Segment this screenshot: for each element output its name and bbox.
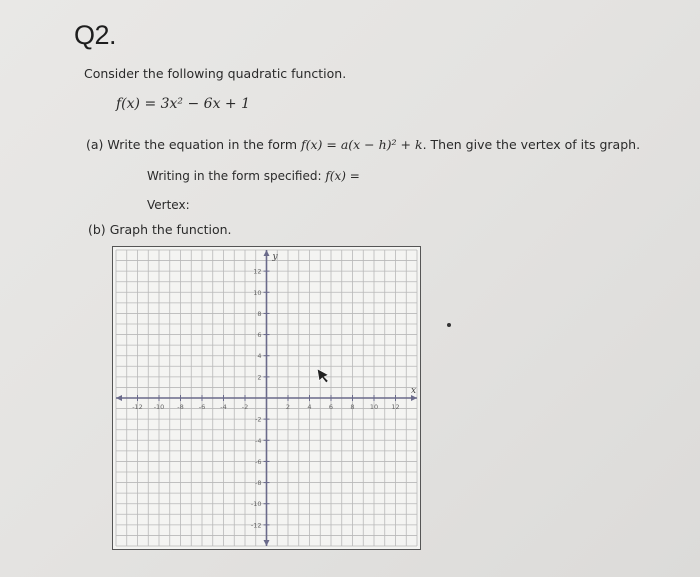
part-a-label: (a): [86, 137, 104, 152]
y-tick-label: -8: [255, 479, 262, 488]
y-tick-label: -12: [250, 521, 262, 530]
part-a-text-after: . Then give the vertex of its graph.: [422, 137, 641, 152]
x-tick-label: -2: [241, 403, 249, 411]
y-tick-label: -10: [250, 500, 262, 509]
y-tick-label: 12: [253, 267, 262, 276]
x-tick-label: 6: [328, 403, 334, 411]
x-axis-label: x: [411, 386, 417, 396]
writing-form-row: [147, 169, 360, 183]
y-tick-label: 2: [257, 373, 262, 382]
y-tick-label: -6: [255, 457, 262, 466]
writing-form-label: Writing in the form specified:: [147, 169, 322, 183]
y-axis-label: y: [272, 252, 278, 262]
x-tick-label: 8: [350, 403, 355, 411]
x-tick-label: 2: [285, 403, 291, 411]
x-tick-label: -8: [177, 403, 184, 411]
part-a-text-before: Write the equation in the form: [107, 137, 297, 152]
y-tick-label: -2: [255, 415, 262, 424]
function-expression: f(x) = 3x² − 6x + 1: [116, 96, 251, 112]
vertex-label: Vertex:: [147, 198, 190, 212]
x-tick-label: -12: [132, 403, 143, 411]
graphing-grid[interactable]: [112, 246, 421, 550]
y-tick-label: 8: [257, 309, 262, 318]
x-tick-label: 12: [391, 403, 400, 411]
y-tick-label: 10: [253, 288, 262, 297]
y-tick-label: -4: [255, 436, 262, 445]
vertex-form-expression: f(x) = a(x − h)² + k: [300, 137, 423, 152]
part-b-label: (b): [88, 222, 106, 237]
part-a-instruction: [86, 137, 640, 152]
x-tick-label: -10: [153, 403, 165, 411]
question-prompt: Consider the following quadratic function.: [84, 66, 347, 81]
writing-form-math: f(x) =: [325, 169, 360, 183]
x-tick-label: -4: [220, 403, 227, 411]
part-b-instruction: [88, 222, 232, 237]
x-tick-label: -6: [198, 403, 206, 411]
vertex-row: [147, 198, 190, 212]
x-tick-label: 4: [307, 403, 312, 411]
part-b-text: Graph the function.: [109, 222, 232, 237]
y-tick-label: 6: [257, 331, 262, 340]
x-tick-label: 10: [369, 403, 379, 411]
question-title: Q2.: [74, 20, 117, 50]
stray-mark: [447, 323, 451, 327]
coordinate-plane[interactable]: [112, 246, 421, 550]
y-tick-label: 4: [257, 352, 262, 361]
